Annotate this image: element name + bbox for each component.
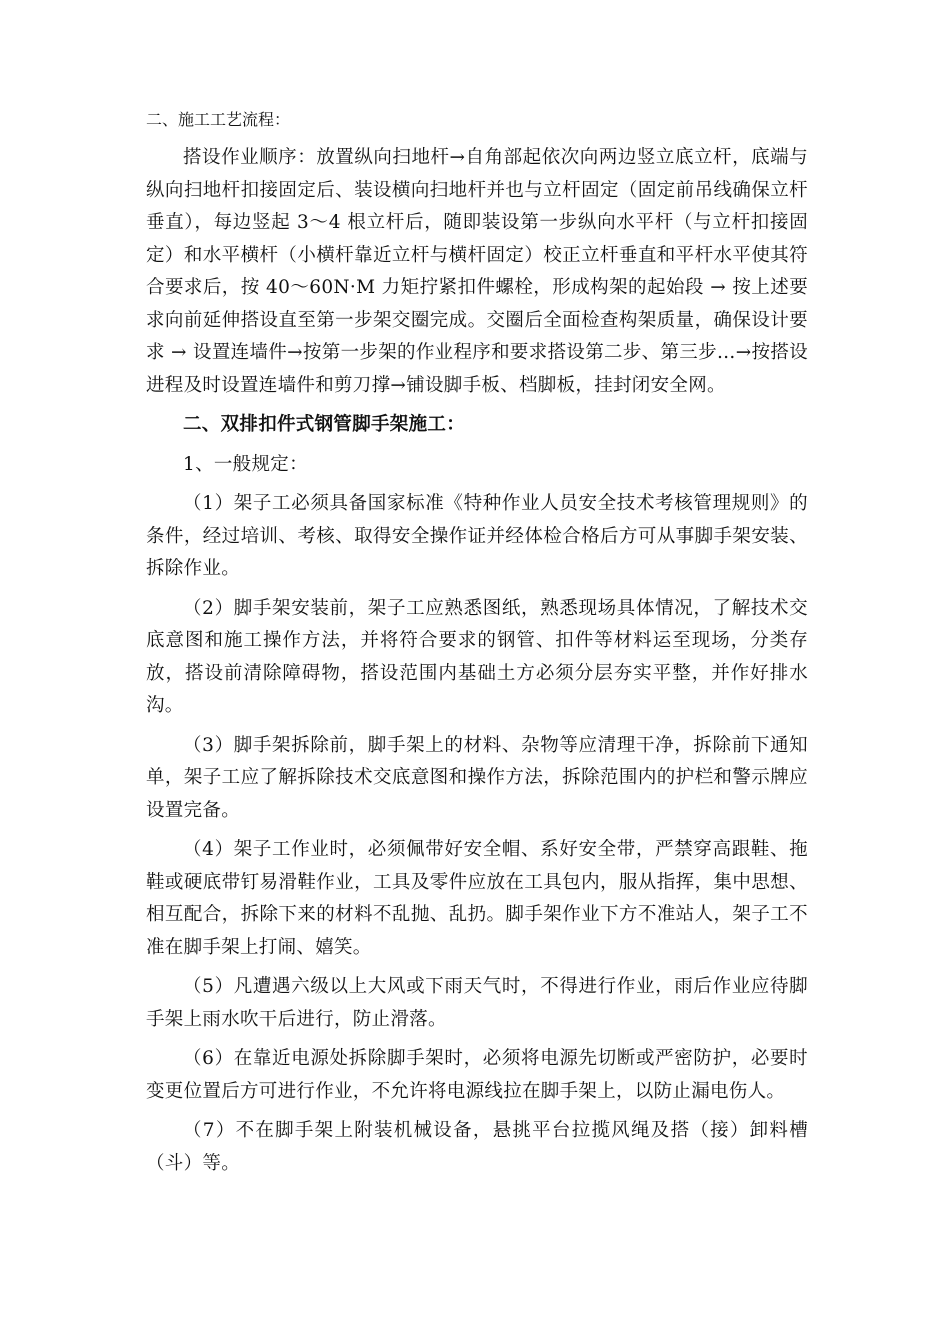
rule-item: （4）架子工作业时，必须佩带好安全帽、系好安全带，严禁穿高跟鞋、拖鞋或硬底带钉易滑鞋作业，工具及零件应放在工具包内，服从指挥，集中思想、相互配合，拆除下来的材料不乱抛、乱扔。脚手架作业下方不准站人，架子工不准在脚手架上打闹、嬉笑。 — [146, 839, 808, 958]
rule-item: （1）架子工必须具备国家标准《特种作业人员安全技术考核管理规则》的条件，经过培训、考核、取得安全操作证并经体检合格后方可从事脚手架安装、拆除作业。 — [146, 493, 808, 579]
rule-item: （2）脚手架安装前，架子工应熟悉图纸，熟悉现场具体情况，了解技术交底意图和施工操作方法，并将符合要求的钢管、扣件等材料运至现场，分类存放，搭设前清除障碍物，搭设范围内基础土方必须分层夯实平整，并作好排水沟。 — [146, 597, 808, 716]
rules-list — [146, 488, 808, 1180]
rule-item: （6）在靠近电源处拆除脚手架时，必须将电源先切断或严密防护，必要时变更位置后方可进行作业，不允许将电源线拉在脚手架上，以防止漏电伤人。 — [146, 1048, 808, 1102]
scaffold-section-heading: 二、双排扣件式钢管脚手架施工： — [183, 414, 466, 435]
process-heading: 二、施工工艺流程： — [146, 110, 291, 129]
general-rules-heading: 1、一般规定： — [183, 453, 308, 475]
rule-item: （5）凡遭遇六级以上大风或下雨天气时，不得进行作业，雨后作业应待脚手架上雨水吹干后进行，防止滑落。 — [146, 976, 808, 1030]
rule-item: （7）不在脚手架上附装机械设备，悬挑平台拉揽风绳及搭（接）卸料槽（斗）等。 — [146, 1120, 808, 1174]
rule-item: （3）脚手架拆除前，脚手架上的材料、杂物等应清理干净，拆除前下通知单，架子工应了解拆除技术交底意图和操作方法，拆除范围内的护栏和警示牌应设置完备。 — [146, 734, 808, 821]
construction-sequence-paragraph: 搭设作业顺序：放置纵向扫地杆→自角部起依次向两边竖立底立杆，底端与纵向扫地杆扣接固定后、装设横向扫地杆并也与立杆固定（固定前吊线确保立杆垂直），每边竖起 3～4 根立杆后，随即装设第一步纵向水平杆（与立杆扣接固定）和水平横杆（小横杆靠近立杆与横杆固定）校正立杆垂直和平杆水平使其符合要求后，按 40～60N·M 力矩拧紧扣件螺栓，形成构架的起始段 → 按上述要求向前延伸搭设直至第一步架交圈完成。交圈后全面检查构架质量，确保设计要求 → 设置连墙件→按第一步架的作业程序和要求搭设第二步、第三步…→按搭设进程及时设置连墙件和剪刀撑→铺设脚手板、档脚板，挂封闭安全网。 — [146, 147, 808, 396]
document-page — [146, 108, 808, 1180]
